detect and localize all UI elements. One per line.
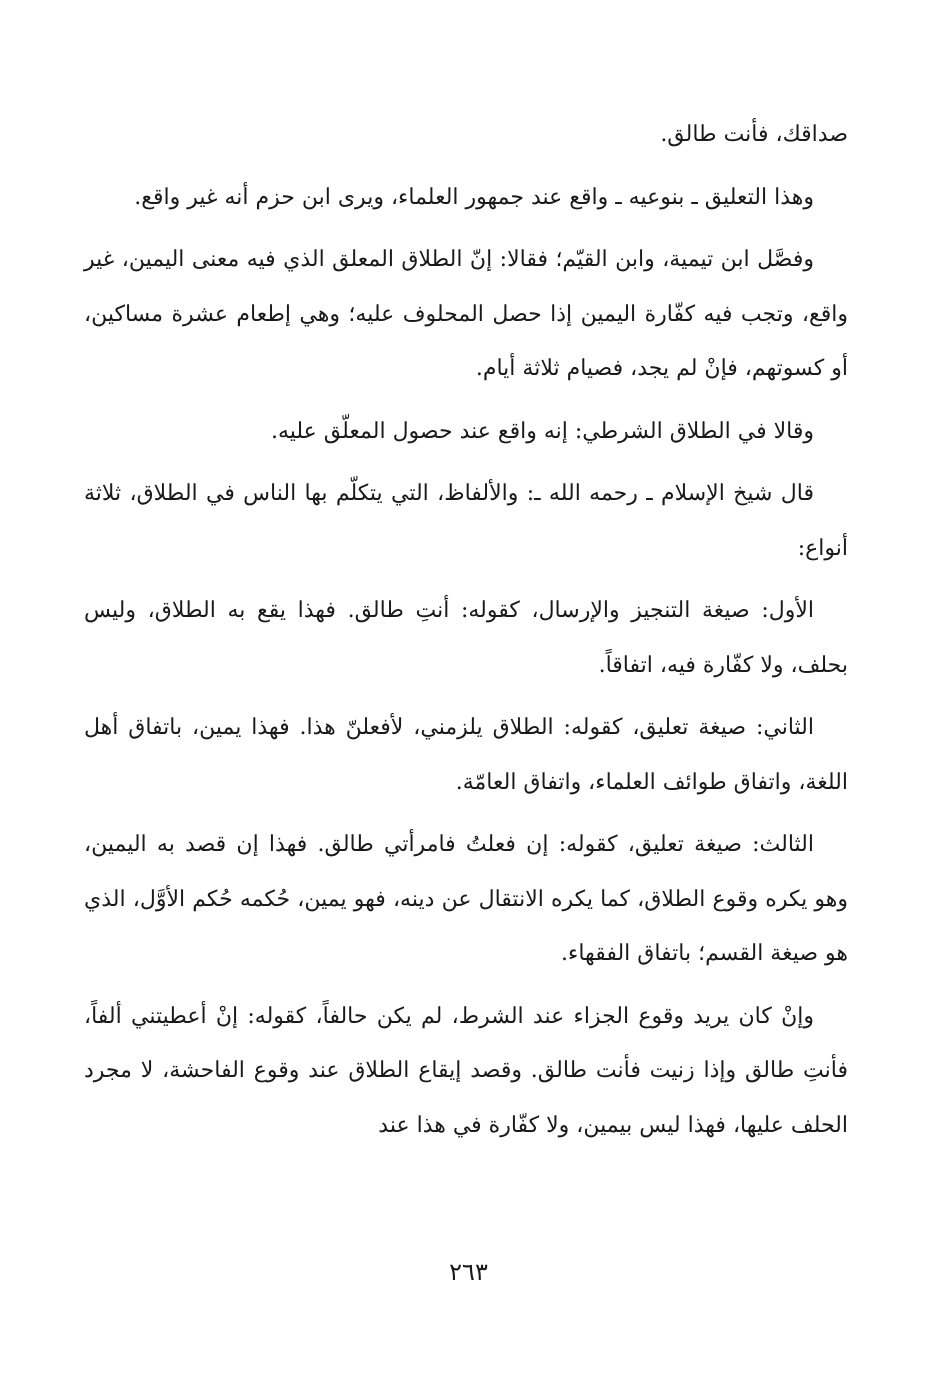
paragraph-7: الثاني: صيغة تعليق، كقوله: الطلاق يلزمني، لأفعلنّ هذا. فهذا يمين، باتفاق أهل اللغة، واتفاق طوائف العلماء، واتفاق العامّة. (84, 715, 848, 795)
page-number: ٢٦٣ (449, 1258, 488, 1286)
paragraph-8: الثالث: صيغة تعليق، كقوله: إن فعلتُ فامرأتي طالق. فهذا إن قصد به اليمين، وهو يكره وقوع الطلاق، كما يكره الانتقال عن دينه، فهو يمين، حُكمه حُكم الأوَّل، الذي هو صيغة القسم؛ باتفاق الفقهاء. (84, 832, 848, 966)
paragraph-1: صداقك، فأنت طالق. (660, 122, 848, 147)
paragraph-6: الأول: صيغة التنجيز والإرسال، كقوله: أنتِ طالق. فهذا يقع به الطلاق، وليس بحلف، ولا كفّارة فيه، اتفاقاً. (84, 598, 848, 678)
paragraph-4: وقالا في الطلاق الشرطي: إنه واقع عند حصول المعلّق عليه. (270, 418, 814, 444)
body-text (84, 108, 848, 1161)
paragraph-2: وهذا التعليق ـ بنوعيه ـ واقع عند جمهور العلماء، ويرى ابن حزم أنه غير واقع. (134, 184, 814, 210)
paragraph-9: وإنْ كان يريد وقوع الجزاء عند الشرط، لم يكن حالفاً، كقوله: إنْ أعطيتني ألفاً، فأنتِ طالق وإذا زنيت فأنت طالق. وقصد إيقاع الطلاق عند وقوع الفاحشة، لا مجرد الحلف عليها، فهذا ليس بيمين، ولا كفّارة في هذا عند (84, 1003, 848, 1138)
paragraph-5: قال شيخ الإسلام ـ رحمه الله ـ: والألفاظ، التي يتكلّم بها الناس في الطلاق، ثلاثة أنواع: (84, 481, 848, 561)
paragraph-3: وفصَّل ابن تيمية، وابن القيّم؛ فقالا: إنّ الطلاق المعلق الذي فيه معنى اليمين، غير واقع، وتجب فيه كفّارة اليمين إذا حصل المحلوف عليه؛ وهي إطعام عشرة مساكين، أو كسوتهم، فإنْ لم يجد، فصيام ثلاثة أيام. (84, 247, 848, 381)
